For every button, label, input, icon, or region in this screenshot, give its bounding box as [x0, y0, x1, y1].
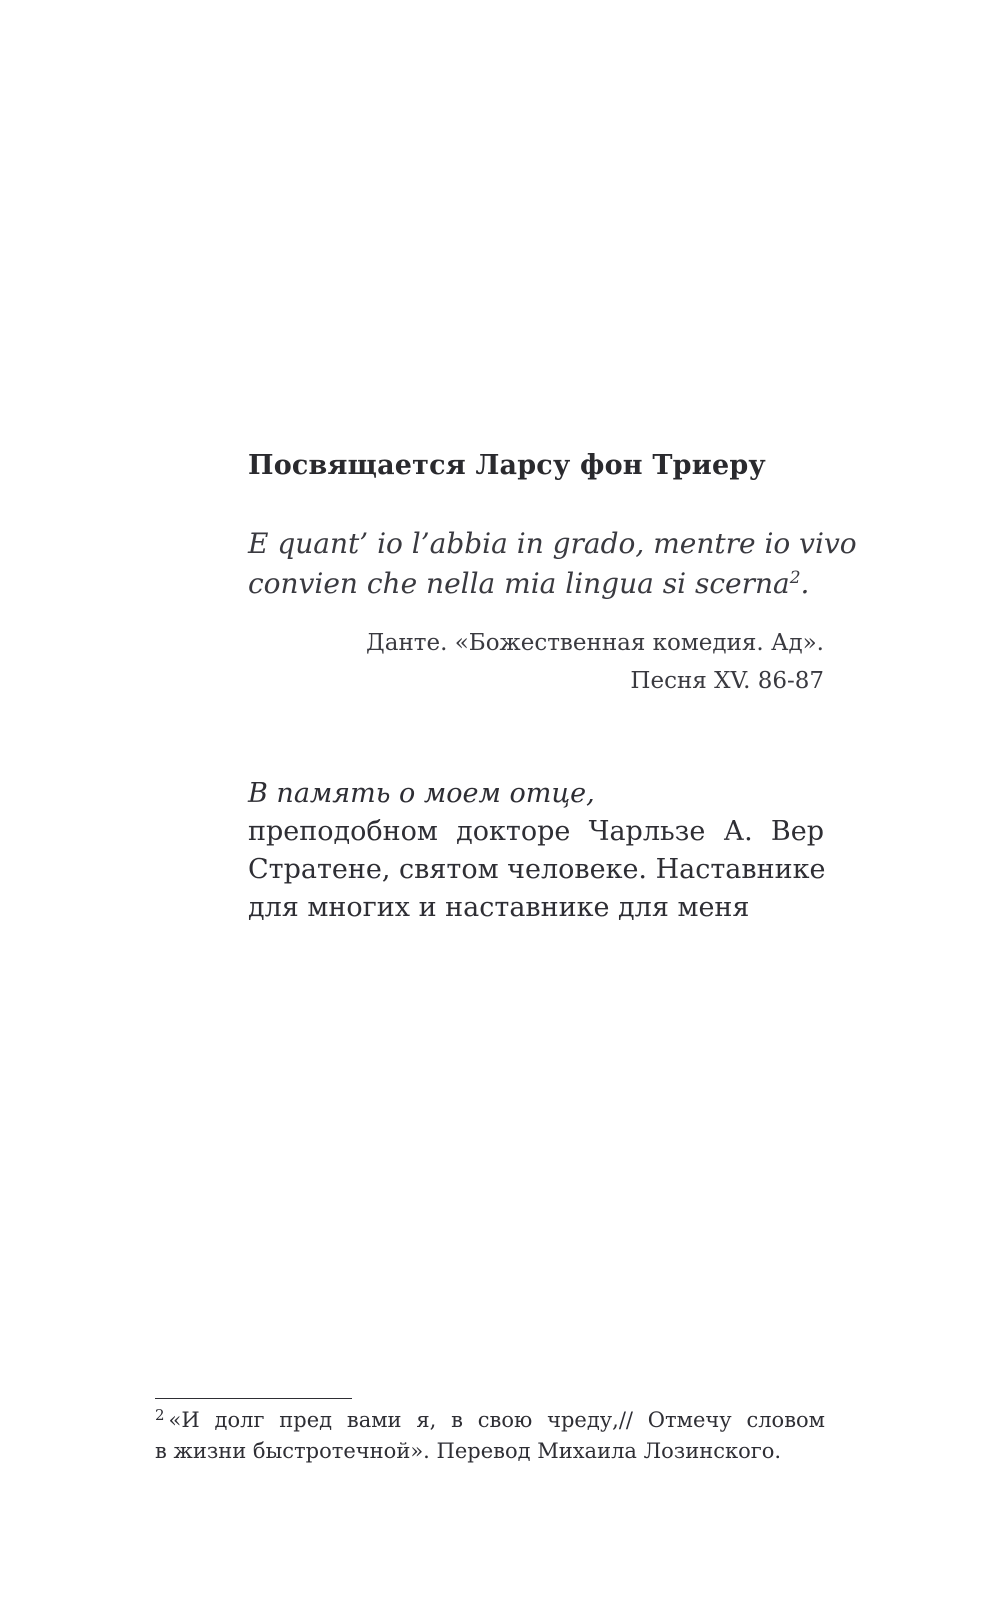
epigraph-line-2: [248, 564, 828, 604]
epigraph: [248, 524, 857, 604]
footnote-line-2: в жизни быстротечной». Перевод Михаила Лозинского.: [155, 1439, 782, 1463]
footnote-divider: [155, 1398, 352, 1399]
epigraph-attribution: [248, 624, 824, 700]
footnote-line-1-text: «И долг пред вами я, в свою чреду,// Отмечу словом: [168, 1408, 825, 1432]
epigraph-line-2-text: convien che nella mia lingua si scerna: [248, 567, 790, 600]
memorial-line-3: для многих и наставнике для меня: [248, 892, 750, 923]
dedication-title: Посвящается Ларсу фон Триеру: [248, 450, 766, 481]
memorial-lead: В память о моем отце,: [248, 778, 595, 809]
footnote-reference: 2: [789, 568, 801, 588]
memorial-line-2: Стратене, святом человеке. Наставнике: [248, 854, 826, 885]
footnote-number: 2: [155, 1406, 165, 1424]
footnote: [155, 1405, 825, 1467]
attribution-line-2: Песня XV. 86-87: [630, 668, 824, 694]
attribution-line-1: Данте. «Божественная комедия. Ад».: [366, 630, 824, 656]
epigraph-line-2-end: .: [800, 567, 810, 600]
memorial-line-1: преподобном докторе Чарльзе А. Вер: [248, 816, 824, 847]
footnote-line-1: [155, 1405, 825, 1436]
memorial-dedication: [248, 775, 824, 927]
epigraph-line-1: E quant’ io l’abbia in grado, mentre io vivo: [248, 527, 857, 560]
